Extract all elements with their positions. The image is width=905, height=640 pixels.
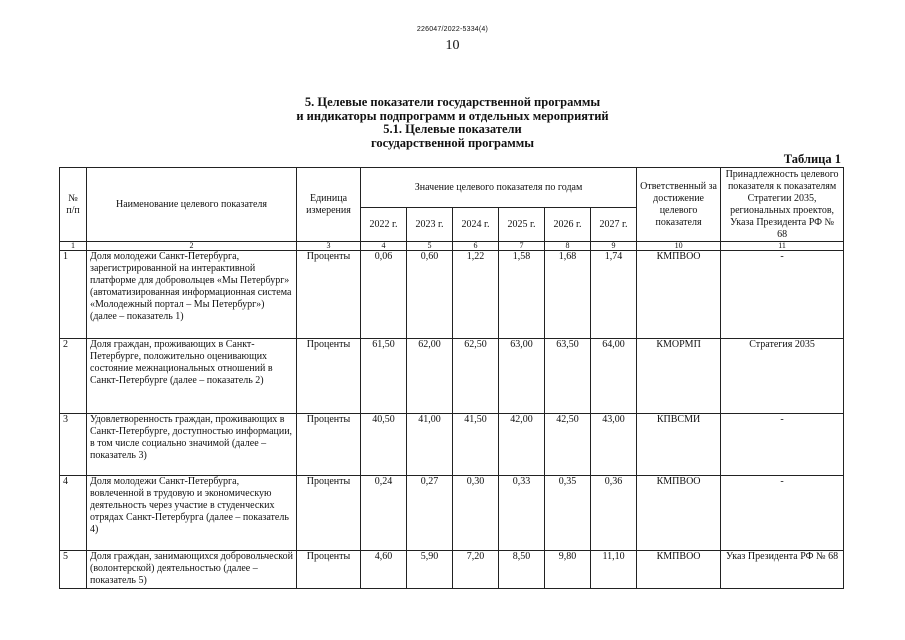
target-indicators-table bbox=[59, 167, 844, 589]
row-value: 40,50 bbox=[361, 414, 407, 476]
column-number-row bbox=[60, 242, 844, 251]
column-number: 11 bbox=[721, 242, 844, 251]
header-year: 2026 г. bbox=[545, 208, 591, 242]
row-value: 1,74 bbox=[591, 251, 637, 339]
column-number: 6 bbox=[453, 242, 499, 251]
header-year: 2022 г. bbox=[361, 208, 407, 242]
title-line: 5.1. Целевые показатели bbox=[383, 122, 522, 136]
header-name: Наименование целевого показателя bbox=[87, 168, 297, 242]
column-number: 8 bbox=[545, 242, 591, 251]
row-unit: Проценты bbox=[297, 551, 361, 589]
row-responsible: КПВСМИ bbox=[637, 414, 721, 476]
row-value: 0,27 bbox=[407, 476, 453, 551]
row-no: 4 bbox=[60, 476, 87, 551]
row-belonging: - bbox=[721, 251, 844, 339]
row-unit: Проценты bbox=[297, 414, 361, 476]
title-line: 5. Целевые показатели государственной программы bbox=[304, 95, 601, 109]
row-value: 41,50 bbox=[453, 414, 499, 476]
row-name: Доля граждан, проживающих в Санкт-Петербурге, положительно оценивающих состояние межнациональных отношений в Санкт-Петербурге (далее – показатель 2) bbox=[87, 339, 297, 414]
row-responsible: КМПВОО bbox=[637, 476, 721, 551]
column-number: 3 bbox=[297, 242, 361, 251]
row-unit: Проценты bbox=[297, 476, 361, 551]
row-value: 1,22 bbox=[453, 251, 499, 339]
row-value: 9,80 bbox=[545, 551, 591, 589]
row-value: 0,36 bbox=[591, 476, 637, 551]
row-responsible: КМПВОО bbox=[637, 251, 721, 339]
row-value: 42,00 bbox=[499, 414, 545, 476]
header-year: 2023 г. bbox=[407, 208, 453, 242]
table-row bbox=[60, 551, 844, 589]
header-year: 2024 г. bbox=[453, 208, 499, 242]
header-values-group: Значение целевого показателя по годам bbox=[361, 168, 637, 208]
row-belonging: - bbox=[721, 476, 844, 551]
row-no: 1 bbox=[60, 251, 87, 339]
row-value: 62,50 bbox=[453, 339, 499, 414]
row-belonging: Указ Президента РФ № 68 bbox=[721, 551, 844, 589]
row-unit: Проценты bbox=[297, 251, 361, 339]
column-number: 5 bbox=[407, 242, 453, 251]
row-belonging: Стратегия 2035 bbox=[721, 339, 844, 414]
header-year: 2027 г. bbox=[591, 208, 637, 242]
row-value: 11,10 bbox=[591, 551, 637, 589]
column-number: 7 bbox=[499, 242, 545, 251]
row-no: 5 bbox=[60, 551, 87, 589]
column-number: 9 bbox=[591, 242, 637, 251]
column-number: 1 bbox=[60, 242, 87, 251]
title-line: и индикаторы подпрограмм и отдельных мероприятий bbox=[296, 108, 609, 123]
title-line: государственной программы bbox=[370, 135, 535, 150]
row-value: 0,33 bbox=[499, 476, 545, 551]
row-name: Доля граждан, занимающихся добровольческой (волонтерской) деятельностью (далее – показатель 5) bbox=[87, 551, 297, 589]
column-number: 2 bbox=[87, 242, 297, 251]
row-unit: Проценты bbox=[297, 339, 361, 414]
row-value: 8,50 bbox=[499, 551, 545, 589]
row-value: 4,60 bbox=[361, 551, 407, 589]
row-value: 43,00 bbox=[591, 414, 637, 476]
header-no: № п/п bbox=[60, 168, 87, 242]
row-value: 0,24 bbox=[361, 476, 407, 551]
row-belonging: - bbox=[721, 414, 844, 476]
row-value: 61,50 bbox=[361, 339, 407, 414]
row-value: 62,00 bbox=[407, 339, 453, 414]
row-value: 63,50 bbox=[545, 339, 591, 414]
row-value: 0,35 bbox=[545, 476, 591, 551]
row-name: Удовлетворенность граждан, проживающих в Санкт-Петербурге, доступностью информации, в том числе социально значимой (далее – показатель 3) bbox=[87, 414, 297, 476]
table-row bbox=[60, 339, 844, 414]
row-value: 1,58 bbox=[499, 251, 545, 339]
row-value: 41,00 bbox=[407, 414, 453, 476]
table-row bbox=[60, 414, 844, 476]
row-value: 42,50 bbox=[545, 414, 591, 476]
row-value: 7,20 bbox=[453, 551, 499, 589]
row-no: 2 bbox=[60, 339, 87, 414]
page-number: 10 bbox=[445, 38, 460, 53]
row-value: 63,00 bbox=[499, 339, 545, 414]
table-label: Таблица 1 bbox=[783, 152, 841, 166]
document-id: 226047/2022-5334(4) bbox=[416, 26, 489, 33]
row-name: Доля молодежи Санкт-Петербурга, вовлеченной в трудовую и экономическую деятельность через участие в студенческих отрядах Санкт-Петербурга (далее – показатель 4) bbox=[87, 476, 297, 551]
table-row bbox=[60, 476, 844, 551]
row-value: 5,90 bbox=[407, 551, 453, 589]
header-year: 2025 г. bbox=[499, 208, 545, 242]
row-value: 64,00 bbox=[591, 339, 637, 414]
row-value: 0,30 bbox=[453, 476, 499, 551]
header-responsible: Ответственный за достижение целевого показателя bbox=[637, 168, 721, 242]
table-row bbox=[60, 251, 844, 339]
row-value: 0,60 bbox=[407, 251, 453, 339]
row-value: 1,68 bbox=[545, 251, 591, 339]
row-value: 0,06 bbox=[361, 251, 407, 339]
section-title bbox=[0, 96, 905, 150]
row-responsible: КМОРМП bbox=[637, 339, 721, 414]
header-unit: Единица измерения bbox=[297, 168, 361, 242]
row-no: 3 bbox=[60, 414, 87, 476]
header-belonging: Принадлежность целевого показателя к показателям Стратегии 2035, региональных проектов, Указа Президента РФ № 68 bbox=[721, 168, 844, 242]
column-number: 4 bbox=[361, 242, 407, 251]
column-number: 10 bbox=[637, 242, 721, 251]
row-responsible: КМПВОО bbox=[637, 551, 721, 589]
row-name: Доля молодежи Санкт-Петербурга, зарегистрированной на интерактивной платформе для добровольцев «Мы Петербург» (автоматизированная информационная система «Молодежный портал – Мы Петербург») (далее – показатель 1) bbox=[87, 251, 297, 339]
